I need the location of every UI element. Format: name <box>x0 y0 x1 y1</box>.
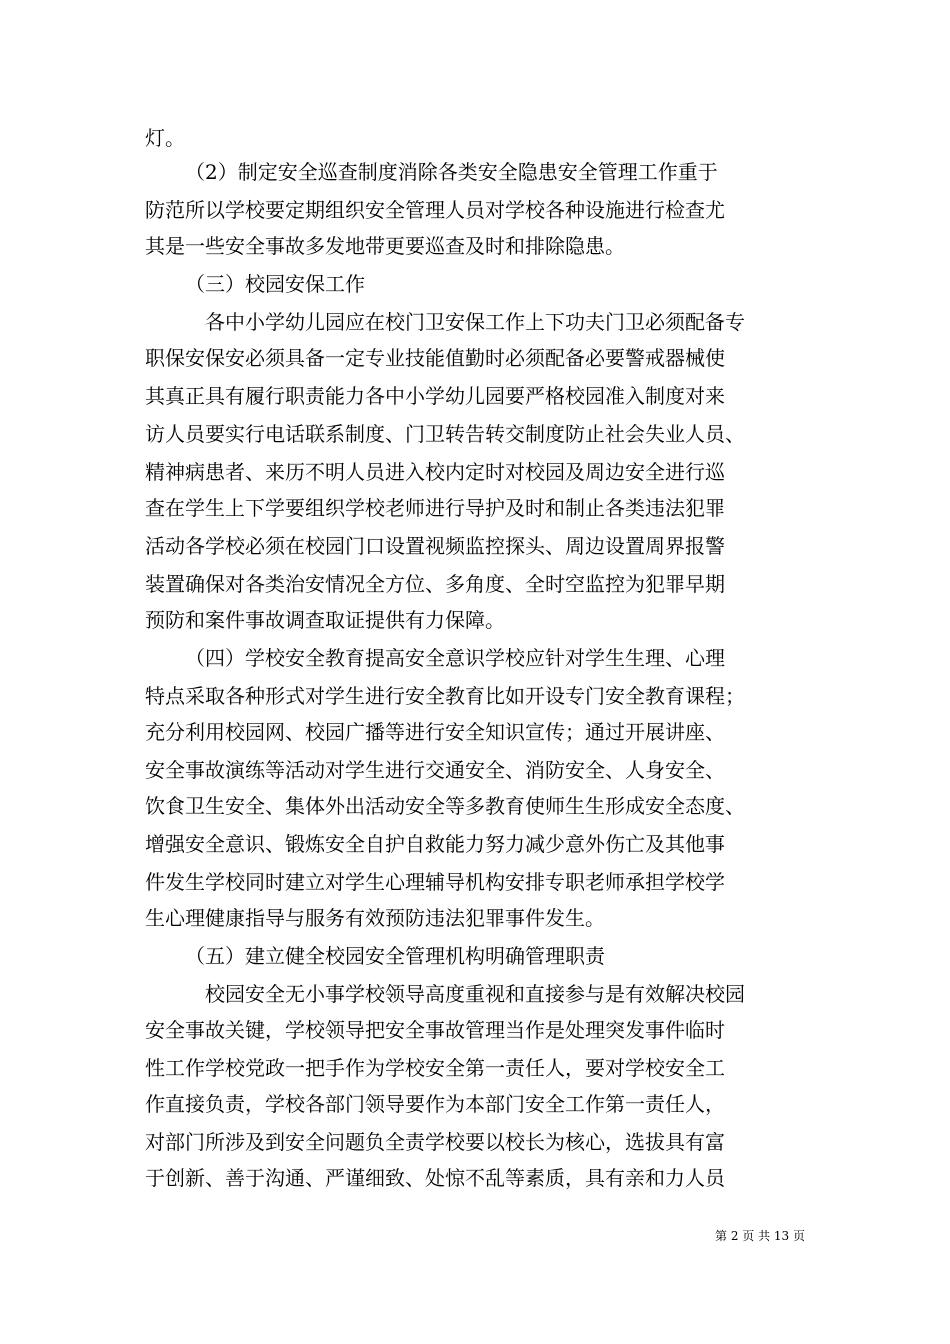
section-heading: （四）学校安全教育提高安全意识学校应针对学生生理、心理 <box>185 646 725 670</box>
text-line: 其是一些安全事故多发地带更要巡查及时和排除隐患。 <box>145 234 625 258</box>
text-line: 装置确保对各类治安情况全方位、多角度、全时空监控为犯罪早期 <box>145 572 725 596</box>
text-line: 性工作学校党政一把手作为学校安全第一责任人，要对学校安全工 <box>145 1056 725 1080</box>
text-line: 充分利用校园网、校园广播等进行安全知识宣传；通过开展讲座、 <box>145 720 725 744</box>
text-line: 其真正具有履行职责能力各中小学幼儿园要严格校园准入制度对来 <box>145 384 725 408</box>
text-line: 查在学生上下学要组织学校老师进行导护及时和制止各类违法犯罪 <box>145 496 725 520</box>
text-line: 安全事故演练等活动对学生进行交通安全、消防安全、人身安全、 <box>145 758 725 782</box>
text-line: 作直接负责，学校各部门领导要作为本部门安全工作第一责任人， <box>145 1092 725 1116</box>
text-line: （2）制定安全巡查制度消除各类安全隐患安全管理工作重于 <box>185 160 718 184</box>
text-line: 特点采取各种形式对学生进行安全教育比如开设专门安全教育课程； <box>145 684 745 708</box>
section-heading: （五）建立健全校园安全管理机构明确管理职责 <box>185 944 605 968</box>
text-line: 访人员要实行电话联系制度、门卫转告转交制度防止社会失业人员、 <box>145 422 745 446</box>
text-line: 饮食卫生安全、集体外出活动安全等多教育使师生生形成安全态度、 <box>145 794 745 818</box>
text-line: 生心理健康指导与服务有效预防违法犯罪事件发生。 <box>145 906 605 930</box>
text-line: 增强安全意识、锻炼安全自护自救能力努力减少意外伤亡及其他事 <box>145 832 725 856</box>
page-number: 第 2 页 共 13 页 <box>715 1229 805 1243</box>
text-line: 预防和案件事故调查取证提供有力保障。 <box>145 608 505 632</box>
text-line: 精神病患者、来历不明人员进入校内定时对校园及周边安全进行巡 <box>145 460 725 484</box>
text-line: 于创新、善于沟通、严谨细致、处惊不乱等素质，具有亲和力人员 <box>145 1166 725 1190</box>
text-line: 安全事故关键，学校领导把安全事故管理当作是处理突发事件临时 <box>145 1018 725 1042</box>
text-line: 对部门所涉及到安全问题负全责学校要以校长为核心，选拔具有富 <box>145 1130 725 1154</box>
text-line: 防范所以学校要定期组织安全管理人员对学校各种设施进行检查尤 <box>145 198 725 222</box>
text-line: 校园安全无小事学校领导高度重视和直接参与是有效解决校园 <box>205 982 745 1006</box>
text-line: 活动各学校必须在校园门口设置视频监控探头、周边设置周界报警 <box>145 534 725 558</box>
text-line: 各中小学幼儿园应在校门卫安保工作上下功夫门卫必须配备专 <box>205 310 745 334</box>
text-line: 件发生学校同时建立对学生心理辅导机构安排专职老师承担学校学 <box>145 870 725 894</box>
section-heading: （三）校园安保工作 <box>185 272 365 296</box>
text-line: 灯。 <box>145 126 185 150</box>
text-line: 职保安保安必须具备一定专业技能值勤时必须配备必要警戒器械使 <box>145 346 725 370</box>
